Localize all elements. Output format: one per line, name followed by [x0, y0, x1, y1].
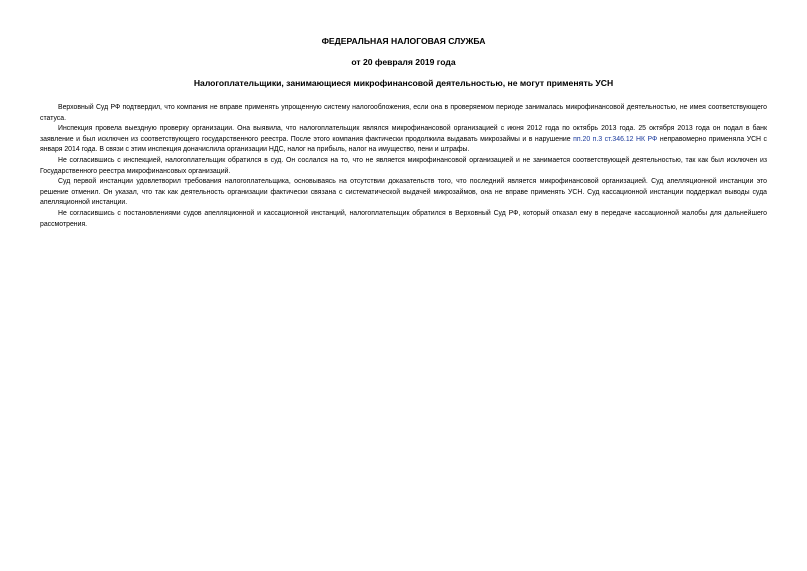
- agency-name: ФЕДЕРАЛЬНАЯ НАЛОГОВАЯ СЛУЖБА: [321, 36, 486, 46]
- paragraph-2-text-before: Инспекция провела выездную проверку организации. Она выявила, что налогоплательщик являлся микрофинансовой организацией с июня 2012 года по октябрь 2013 года. 25 октября 2013 года он подал в банк заявление и был исключен из соответствующего государственного реестра. После этого компания фактически продолжила выдавать микрозаймы и в нарушение: [40, 125, 767, 143]
- paragraph-2: [40, 124, 767, 156]
- paragraph-2-text-after: неправомерно применяла УСН с января 2014 года. В связи с этим инспекция доначислила организации НДС, налог на прибыль, налог на имущество, пени и штрафы.: [40, 135, 767, 154]
- tax-code-link[interactable]: пп.20 п.3 ст.346.12 НК РФ: [573, 135, 658, 143]
- paragraph-3: Не согласившись с инспекцией, налогоплательщик обратился в суд. Он сослался на то, что не является микрофинансовой организацией и не занимается соответствующей деятельностью, так как был исключен из Государственного реестра микрофинансовых организаций.: [40, 156, 767, 175]
- document-title: Налогоплательщики, занимающиеся микрофинансовой деятельностью, не могут применять УСН: [193, 78, 614, 88]
- document-body: [40, 103, 767, 230]
- document-date: от 20 февраля 2019 года: [351, 57, 456, 67]
- paragraph-4: Суд первой инстанции удовлетворил требования налогоплательщика, основываясь на отсутствии доказательств того, что последний является микрофинансовой организацией. Суд апелляционной инстанции это решение отменил. Он указал, что так как деятельность организации фактически связана с систематической выдачей микрозаймов, она не вправе применять УСН. Суд кассационной инстанции поддержал выводы суда апелляционной инстанции.: [40, 178, 767, 207]
- paragraph-1: Верховный Суд РФ подтвердил, что компания не вправе применять упрощенную систему налогообложения, если она в проверяемом периоде занималась микрофинансовой деятельностью, не имея соответствующего статуса.: [40, 104, 767, 122]
- paragraph-5: Не согласившись с постановлениями судов апелляционной и кассационной инстанций, налогоплательщик обратился в Верховный Суд РФ, который отказал ему в передаче кассационной жалобы для дальнейшего рассмотрения.: [40, 209, 767, 228]
